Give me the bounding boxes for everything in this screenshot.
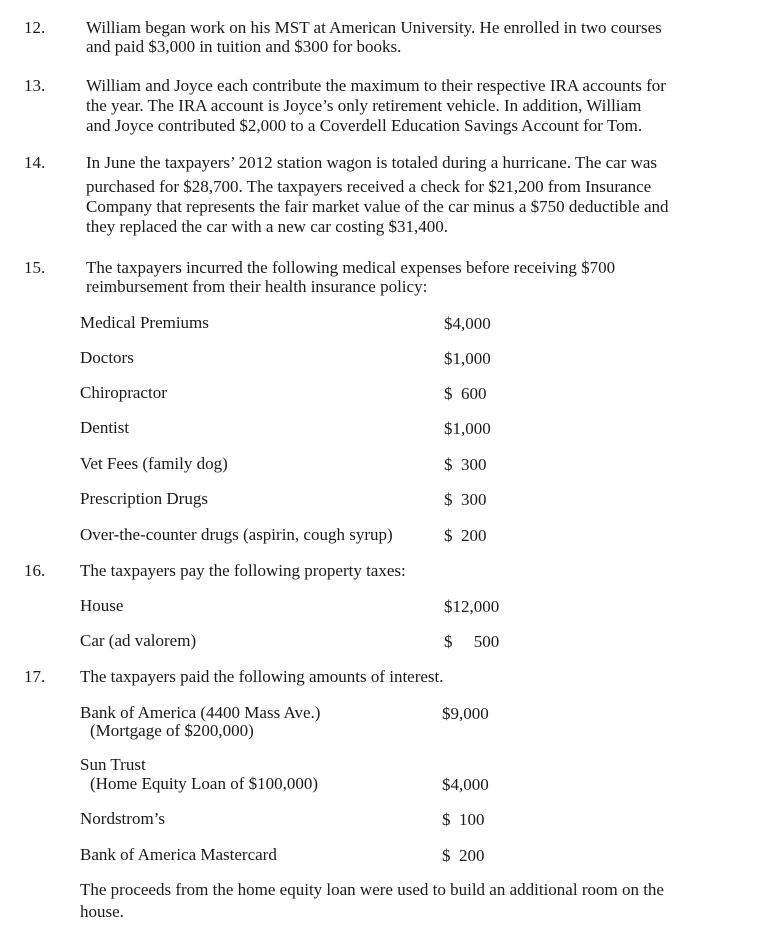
- expense-amount: $ 200: [444, 526, 487, 545]
- expense-label: Vet Fees (family dog): [80, 454, 228, 473]
- item-number-16: 16.: [24, 561, 46, 580]
- item-15-line: The taxpayers incurred the following medical expenses before receiving $700: [86, 258, 616, 277]
- item-14-line: they replaced the car with a new car costing $31,400.: [86, 217, 449, 236]
- item-13-line: William and Joyce each contribute the maximum to their respective IRA accounts for: [86, 76, 666, 95]
- item-14-line: In June the taxpayers’ 2012 station wagon is totaled during a hurricane. The car was: [86, 153, 658, 172]
- item-17-note: The proceeds from the home equity loan were used to build an additional room on the: [80, 880, 664, 899]
- interest-amount: $ 200: [442, 846, 485, 865]
- interest-amount: $ 100: [442, 810, 485, 829]
- expense-amount: $ 600: [444, 384, 487, 403]
- tax-amount: $12,000: [444, 597, 500, 616]
- item-17-note: house.: [80, 902, 124, 921]
- item-number-14: 14.: [24, 153, 46, 172]
- item-14-line: Company that represents the fair market value of the car minus a $750 deductible and: [86, 197, 669, 216]
- tax-amount: $ 500: [444, 632, 500, 651]
- expense-amount: $4,000: [444, 314, 491, 333]
- tax-label: House: [80, 596, 124, 615]
- interest-label: Bank of America Mastercard: [80, 845, 277, 864]
- expense-label: Over-the-counter drugs (aspirin, cough syrup): [80, 525, 393, 544]
- expense-label: Chiropractor: [80, 383, 167, 402]
- expense-label: Doctors: [80, 348, 134, 367]
- expense-amount: $ 300: [444, 490, 487, 509]
- item-number-13: 13.: [24, 76, 46, 95]
- expense-amount: $1,000: [444, 349, 491, 368]
- item-14-line: purchased for $28,700. The taxpayers received a check for $21,200 from Insurance: [86, 177, 652, 196]
- item-17-line: The taxpayers paid the following amounts of interest.: [80, 667, 444, 686]
- expense-amount: $ 300: [444, 455, 487, 474]
- item-13-line: the year. The IRA account is Joyce’s only retirement vehicle. In addition, William: [86, 96, 642, 115]
- interest-label: Sun Trust: [80, 755, 146, 774]
- item-number-17: 17.: [24, 667, 46, 686]
- interest-label: Bank of America (4400 Mass Ave.): [80, 703, 321, 722]
- interest-amount: $4,000: [442, 775, 489, 794]
- expense-amount: $1,000: [444, 419, 491, 438]
- expense-label: Medical Premiums: [80, 313, 209, 332]
- item-16-line: The taxpayers pay the following property taxes:: [80, 561, 406, 580]
- item-number-15: 15.: [24, 258, 46, 277]
- interest-amount: $9,000: [442, 704, 489, 723]
- tax-label: Car (ad valorem): [80, 631, 197, 650]
- interest-sublabel: (Home Equity Loan of $100,000): [90, 774, 319, 793]
- interest-label: Nordstrom’s: [80, 809, 165, 828]
- item-12-line: and paid $3,000 in tuition and $300 for books.: [86, 37, 402, 56]
- expense-label: Dentist: [80, 418, 130, 437]
- interest-sublabel: (Mortgage of $200,000): [90, 721, 254, 740]
- item-15-line: reimbursement from their health insurance policy:: [86, 277, 428, 296]
- item-13-line: and Joyce contributed $2,000 to a Coverdell Education Savings Account for Tom.: [86, 116, 643, 135]
- expense-label: Prescription Drugs: [80, 489, 208, 508]
- item-number-12: 12.: [24, 18, 46, 37]
- item-12-line: William began work on his MST at American University. He enrolled in two courses: [86, 18, 662, 37]
